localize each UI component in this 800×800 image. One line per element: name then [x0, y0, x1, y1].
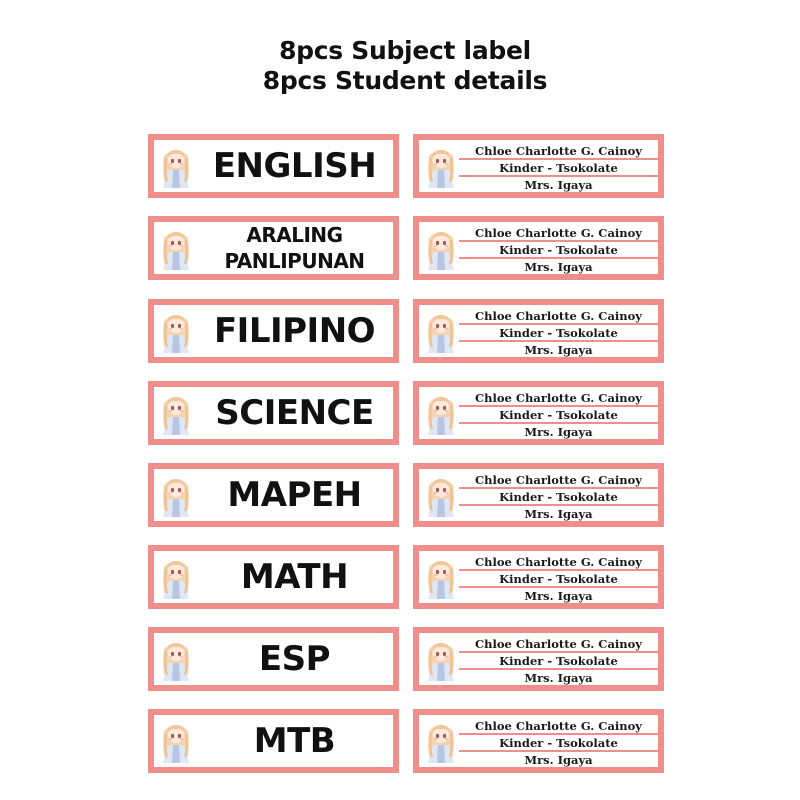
- student-grade: Kinder - Tsokolate: [499, 408, 618, 422]
- student-grade: Kinder - Tsokolate: [499, 572, 618, 586]
- subject-label-text: MTB: [253, 721, 336, 761]
- student-teacher: Mrs. Igaya: [524, 425, 593, 439]
- student-details-card: [413, 545, 664, 609]
- chibi-girl-icon: [156, 142, 196, 190]
- student-name: Chloe Charlotte G. Cainoy: [475, 391, 642, 405]
- chibi-girl-icon: [421, 717, 461, 765]
- header-line-1: 8pcs Subject label: [279, 36, 531, 65]
- student-teacher: Mrs. Igaya: [524, 507, 593, 521]
- chibi-girl-icon: [421, 553, 461, 601]
- subject-label-card: [148, 299, 399, 363]
- subject-label-text: FILIPINO: [213, 311, 376, 351]
- chibi-girl-icon: [421, 389, 461, 437]
- student-details-card: [413, 134, 664, 198]
- student-grade: Kinder - Tsokolate: [499, 243, 618, 257]
- student-name: Chloe Charlotte G. Cainoy: [475, 473, 642, 487]
- chibi-girl-icon: [421, 471, 461, 519]
- subject-label-text: [196, 222, 393, 274]
- student-grade: Kinder - Tsokolate: [499, 490, 618, 504]
- chibi-girl-icon: [156, 307, 196, 355]
- student-teacher: Mrs. Igaya: [524, 671, 593, 685]
- student-grade: Kinder - Tsokolate: [499, 326, 618, 340]
- chibi-girl-icon: [421, 307, 461, 355]
- subject-label-card: [148, 381, 399, 445]
- subject-label-card: [148, 216, 399, 280]
- student-name: Chloe Charlotte G. Cainoy: [475, 719, 642, 733]
- subject-label-text: SCIENCE: [215, 393, 374, 433]
- chibi-girl-icon: [421, 224, 461, 272]
- student-teacher: Mrs. Igaya: [524, 753, 593, 767]
- student-teacher: Mrs. Igaya: [524, 343, 593, 357]
- subject-label-line-1: ARALING: [246, 223, 343, 247]
- chibi-girl-icon: [421, 635, 461, 683]
- student-grade: Kinder - Tsokolate: [499, 654, 618, 668]
- student-teacher: Mrs. Igaya: [524, 178, 593, 192]
- student-name: Chloe Charlotte G. Cainoy: [475, 555, 642, 569]
- student-grade: Kinder - Tsokolate: [499, 161, 618, 175]
- student-teacher: Mrs. Igaya: [524, 260, 593, 274]
- student-name: Chloe Charlotte G. Cainoy: [475, 226, 642, 240]
- student-name: Chloe Charlotte G. Cainoy: [475, 637, 642, 651]
- chibi-girl-icon: [156, 471, 196, 519]
- subject-label-text: MATH: [240, 557, 349, 597]
- header-line-2: 8pcs Student details: [262, 66, 548, 95]
- label-row: [148, 216, 664, 280]
- student-details-card: [413, 216, 664, 280]
- label-row: [148, 709, 664, 773]
- chibi-girl-icon: [421, 142, 461, 190]
- subject-label-text: ENGLISH: [212, 146, 377, 186]
- student-grade: Kinder - Tsokolate: [499, 736, 618, 750]
- label-row: [148, 299, 664, 363]
- student-teacher: Mrs. Igaya: [524, 589, 593, 603]
- subject-label-card: [148, 545, 399, 609]
- student-details-card: [413, 299, 664, 363]
- student-details-card: [413, 463, 664, 527]
- label-row: [148, 381, 664, 445]
- chibi-girl-icon: [156, 635, 196, 683]
- chibi-girl-icon: [156, 389, 196, 437]
- subject-label-text: ESP: [258, 639, 331, 679]
- label-row: [148, 545, 664, 609]
- student-name: Chloe Charlotte G. Cainoy: [475, 144, 642, 158]
- subject-label-line-2: PANLIPUNAN: [224, 249, 365, 273]
- chibi-girl-icon: [156, 717, 196, 765]
- subject-label-text: MAPEH: [227, 475, 362, 515]
- student-details-card: [413, 381, 664, 445]
- label-row: [148, 463, 664, 527]
- subject-label-card: [148, 627, 399, 691]
- student-details-card: [413, 627, 664, 691]
- student-details-card: [413, 709, 664, 773]
- label-row: [148, 627, 664, 691]
- page-title: [0, 36, 800, 96]
- subject-label-card: [148, 463, 399, 527]
- subject-label-card: [148, 709, 399, 773]
- chibi-girl-icon: [156, 553, 196, 601]
- student-name: Chloe Charlotte G. Cainoy: [475, 309, 642, 323]
- label-row: [148, 134, 664, 198]
- subject-label-card: [148, 134, 399, 198]
- chibi-girl-icon: [156, 224, 196, 272]
